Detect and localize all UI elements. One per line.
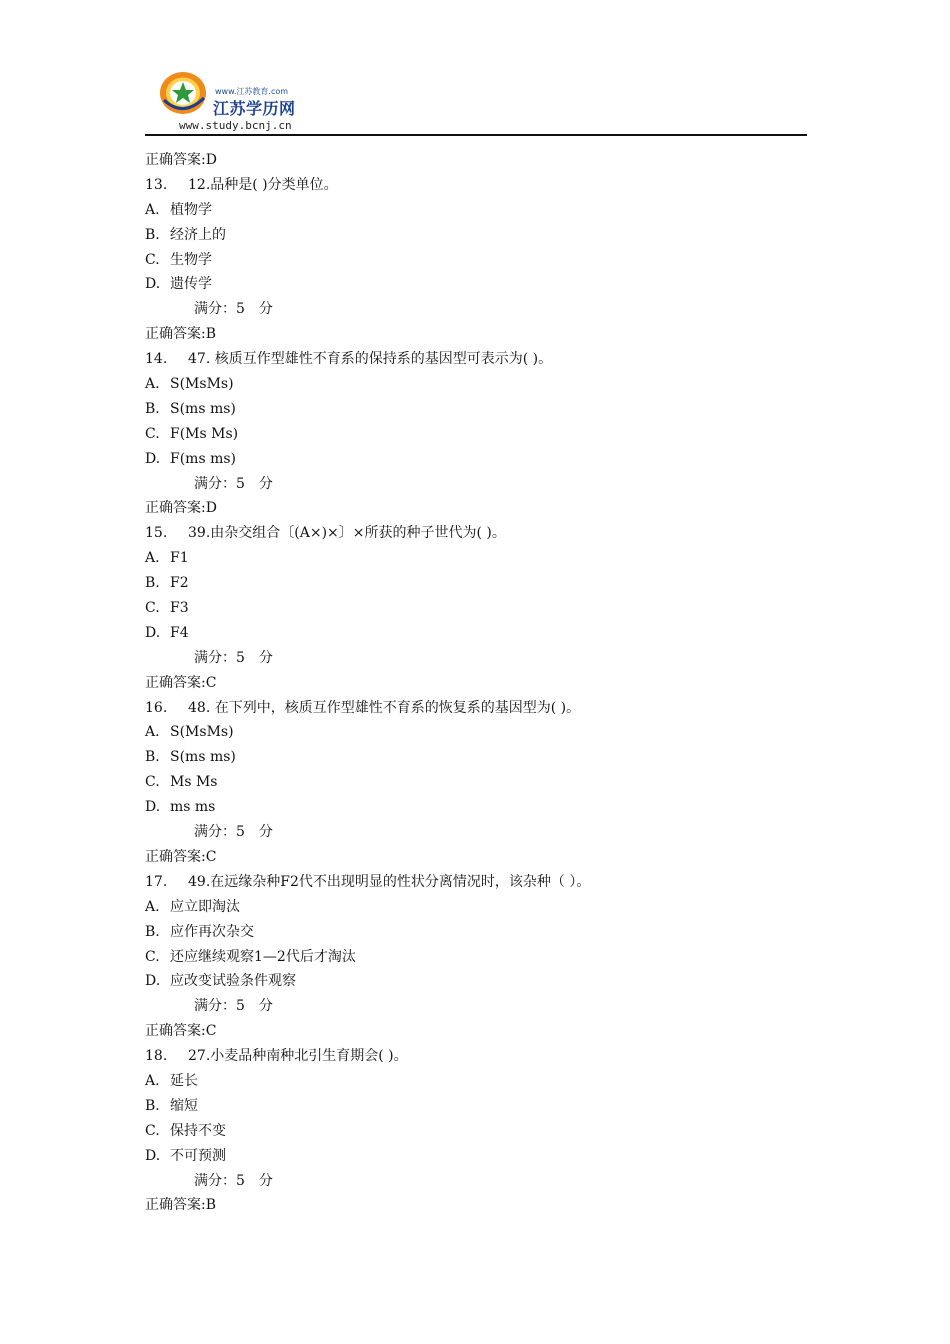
option-line [145,895,805,920]
question-block [145,696,805,870]
option-text: S(ms ms) [170,400,236,417]
answer-label: 正确答案: [145,1197,206,1214]
answer-value: C [205,674,217,691]
option-line [145,447,805,472]
question-text: 27.小麦品种南种北引生育期会( )。 [188,1048,408,1065]
option-letter: D. [145,450,161,467]
question-number: 16. [145,699,168,716]
question-line [145,347,805,372]
option-text: S(ms ms) [170,749,236,766]
answer-label: 正确答案: [145,1023,206,1040]
option-letter: D. [145,624,161,641]
option-letter: B. [145,575,160,592]
option-text: 植物学 [170,201,212,218]
option-text: 延长 [170,1072,198,1089]
option-line [145,571,805,596]
question-line [145,696,805,721]
answer-value: D [205,500,217,517]
question-line [145,870,805,895]
logo-emblem-icon [159,70,209,116]
answer-value: D [205,152,217,168]
option-line [145,720,805,745]
option-text: 应立即淘汰 [170,898,240,915]
question-line [145,521,805,546]
option-letter: B. [145,923,160,940]
question-text: 47. 核质互作型雄性不育系的保持系的基因型可表示为( )。 [188,351,553,368]
answer-value: C [205,848,217,865]
question-text: 49.在远缘杂种F2代不出现明显的性状分离情况时，该杂种（ ）。 [188,873,591,890]
option-text: F2 [170,575,189,592]
question-number: 13. [145,176,168,193]
answer-label: 正确答案: [145,152,206,168]
option-letter: B. [145,749,160,766]
option-line [145,770,805,795]
option-text: 遗传学 [170,276,212,293]
option-line [145,422,805,447]
answer-line [145,322,805,347]
option-letter: C. [145,1122,160,1139]
option-line [145,1094,805,1119]
option-letter: A. [145,201,160,218]
option-text: 应改变试验条件观察 [170,973,296,990]
option-letter: A. [145,376,160,393]
option-line [145,945,805,970]
option-letter: B. [145,226,160,243]
questions-container [145,173,805,1218]
answer-label: 正确答案: [145,326,206,343]
score-line: 满分：5 分 [194,475,273,492]
question-number: 17. [145,873,168,890]
score-line: 满分：5 分 [194,301,273,318]
option-line [145,272,805,297]
answer-label: 正确答案: [145,500,206,517]
option-line [145,223,805,248]
option-text: 还应继续观察1—2代后才淘汰 [170,948,356,965]
option-letter: D. [145,1147,161,1164]
option-line [145,969,805,994]
score-line: 满分：5 分 [194,649,273,666]
option-line [145,1119,805,1144]
option-line [145,372,805,397]
answer-line [145,496,805,521]
option-text: F3 [170,600,189,617]
option-text: 生物学 [170,251,212,268]
option-letter: C. [145,774,160,791]
answer-label: 正确答案: [145,848,206,865]
page-header [145,64,807,138]
score-line: 满分：5 分 [194,1172,273,1189]
answer-line [145,845,805,870]
question-line [145,173,805,198]
logo-tagline: www.江苏教育.com [215,87,289,96]
answer-label: 正确答案: [145,674,206,691]
option-text: 缩短 [170,1097,198,1114]
option-letter: D. [145,799,161,816]
option-line [145,745,805,770]
score-line: 满分：5 分 [194,824,273,841]
option-letter: D. [145,276,161,293]
option-letter: A. [145,1072,160,1089]
question-block [145,521,805,695]
question-block [145,1044,805,1218]
option-letter: C. [145,948,160,965]
option-text: 保持不变 [170,1122,226,1139]
question-text: 12.品种是( )分类单位。 [188,176,338,193]
question-block [145,173,805,347]
option-text: 不可预测 [170,1147,226,1164]
answer-line [145,1193,805,1218]
option-letter: A. [145,724,160,741]
option-text: F1 [170,550,189,567]
option-line [145,397,805,422]
site-url[interactable]: www.study.bcnj.cn [179,119,292,132]
answer-value: B [205,326,217,343]
option-letter: A. [145,898,160,915]
question-line [145,1044,805,1069]
answer-line [145,148,805,173]
option-text: ms ms [170,799,216,816]
option-line [145,795,805,820]
option-text: F(ms ms) [170,450,237,467]
option-line [145,621,805,646]
site-logo[interactable] [159,70,319,116]
option-text: S(MsMs) [170,724,234,741]
option-letter: C. [145,425,160,442]
option-text: S(MsMs) [170,376,234,393]
option-line [145,546,805,571]
score-line: 满分：5 分 [194,998,273,1015]
question-number: 15. [145,525,168,542]
question-list [145,148,805,1218]
option-text: F4 [170,624,189,641]
header-divider [145,134,807,136]
option-line [145,596,805,621]
question-block [145,347,805,521]
logo-title: 江苏学历网 [213,99,296,118]
option-text: 经济上的 [170,226,226,243]
answer-line [145,1019,805,1044]
option-letter: C. [145,600,160,617]
option-line [145,1144,805,1169]
question-number: 14. [145,351,168,368]
option-letter: C. [145,251,160,268]
option-letter: A. [145,550,160,567]
option-text: F(Ms Ms) [170,425,239,442]
option-letter: B. [145,1097,160,1114]
option-letter: B. [145,400,160,417]
option-letter: D. [145,973,161,990]
option-text: Ms Ms [170,774,218,791]
question-text: 48. 在下列中，核质互作型雄性不育系的恢复系的基因型为( )。 [188,699,581,716]
option-line [145,1069,805,1094]
question-text: 39.由杂交组合〔(A×)×〕×所获的种子世代为( )。 [188,525,506,542]
answer-line [145,671,805,696]
answer-value: C [205,1023,217,1040]
option-line [145,920,805,945]
option-line [145,198,805,223]
question-block [145,870,805,1044]
answer-value: B [205,1197,217,1214]
question-number: 18. [145,1048,168,1065]
option-text: 应作再次杂交 [170,923,254,940]
option-line [145,248,805,273]
